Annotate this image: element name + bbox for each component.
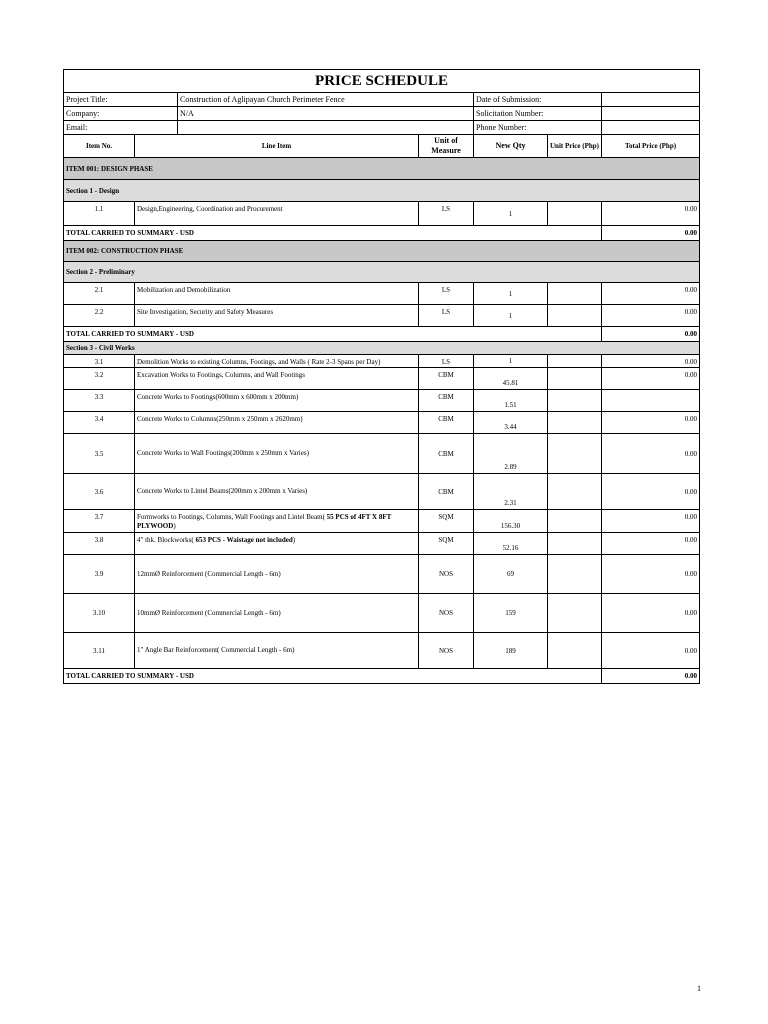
line-item-cell [135, 283, 419, 305]
line-item-cell [135, 533, 419, 555]
line-item-cell [135, 434, 419, 474]
item-no-cell: 3.7 [64, 510, 135, 533]
total-price-cell: 0.00 [602, 305, 700, 327]
total-price-cell: 0.00 [602, 412, 700, 434]
solicitation-number-value [602, 107, 700, 121]
line-item-bold-text: 55 PCS of 4FT X 8FT PLYWOOD [137, 513, 392, 530]
total-price-cell: 0.00 [602, 510, 700, 533]
item-no-cell: 3.4 [64, 412, 135, 434]
line-item-text: 1" Angle Bar Reinforcement( Commercial Length - 6m) [137, 646, 295, 654]
unit-price-cell [548, 390, 602, 412]
item-no-cell: 2.2 [64, 305, 135, 327]
line-item-text: Concrete Works to Wall Footings(200mm x 250mm x Varies) [137, 449, 309, 457]
line-item-text-end: ) [292, 536, 296, 544]
page-title: PRICE SCHEDULE [64, 70, 700, 93]
qty-cell: 2.31 [474, 474, 548, 510]
item-001-heading: ITEM 001: DESIGN PHASE [64, 158, 700, 180]
line-item-text: Concrete Works to Columns(250mm x 250mm x 2620mm) [137, 415, 303, 423]
line-item-text: 12mmØ Reinforcement (Commercial Length - 6m) [137, 569, 281, 578]
total-price-cell: 0.00 [602, 368, 700, 390]
line-item-text: Excavation Works to Footings, Columns, and Wall Footings [137, 371, 305, 379]
unit-cell: LS [419, 305, 474, 327]
item-no-cell: 3.9 [64, 555, 135, 594]
table-row [64, 533, 700, 555]
header-unit-price: Unit Price (Php) [548, 135, 602, 158]
unit-cell: NOS [419, 555, 474, 594]
unit-price-cell [548, 283, 602, 305]
line-item-cell [135, 555, 419, 594]
total-price-cell [602, 390, 700, 412]
item-no-cell: 3.8 [64, 533, 135, 555]
unit-price-cell [548, 474, 602, 510]
line-item-text: Demolition Works to existing Columns, Footings, and Walls ( Rate 2-3 Spans per Day) [137, 358, 381, 366]
table-row [64, 594, 700, 633]
table-row [64, 555, 700, 594]
total-1-label: TOTAL CARRIED TO SUMMARY - USD [64, 226, 602, 241]
item-no-cell: 3.2 [64, 368, 135, 390]
line-item-cell [135, 305, 419, 327]
total-2-label: TOTAL CARRIED TO SUMMARY - USD [64, 327, 602, 342]
item-no-cell: 3.1 [64, 355, 135, 368]
unit-cell: NOS [419, 594, 474, 633]
unit-price-cell [548, 434, 602, 474]
header-item-no: Item No. [64, 135, 135, 158]
total-price-cell: 0.00 [602, 555, 700, 594]
qty-cell: 45.81 [474, 368, 548, 390]
price-schedule-table [63, 69, 700, 684]
company-label: Company: [64, 107, 178, 121]
qty-cell: 189 [474, 633, 548, 669]
header-line-item: Line Item [135, 135, 419, 158]
date-of-submission-value [602, 93, 700, 107]
unit-price-cell [548, 594, 602, 633]
table-row [64, 434, 700, 474]
date-of-submission-label: Date of Submission: [474, 93, 602, 107]
unit-price-cell [548, 510, 602, 533]
item-no-cell: 1.1 [64, 202, 135, 226]
header-unit-of-measure: Unit of Measure [419, 135, 474, 158]
item-no-cell: 3.5 [64, 434, 135, 474]
item-no-cell: 3.11 [64, 633, 135, 669]
qty-cell: 2.89 [474, 434, 548, 474]
line-item-text: Concrete Works to Lintel Beams(200mm x 200mm x Varies) [137, 487, 308, 495]
unit-cell: CBM [419, 368, 474, 390]
item-no-cell: 3.3 [64, 390, 135, 412]
table-row [64, 202, 700, 226]
item-no-cell: 2.1 [64, 283, 135, 305]
table-row [64, 474, 700, 510]
section-1-rows [64, 202, 700, 226]
unit-cell: CBM [419, 412, 474, 434]
line-item-cell [135, 633, 419, 669]
unit-cell: CBM [419, 390, 474, 412]
qty-cell: 1 [474, 355, 548, 368]
total-price-cell: 0.00 [602, 283, 700, 305]
header-new-qty: New Qty [474, 135, 548, 158]
line-item-text: Mobilization and Demobilization [137, 286, 231, 294]
line-item-cell [135, 510, 419, 533]
total-price-cell: 0.00 [602, 474, 700, 510]
qty-cell: 1.51 [474, 390, 548, 412]
qty-cell: 52.16 [474, 533, 548, 555]
qty-cell: 159 [474, 594, 548, 633]
total-3-label: TOTAL CARRIED TO SUMMARY - USD [64, 669, 602, 684]
phone-number-label: Phone Number: [474, 121, 602, 135]
item-no-cell: 3.6 [64, 474, 135, 510]
line-item-cell [135, 390, 419, 412]
total-3-value: 0.00 [602, 669, 700, 684]
qty-cell: 1 [474, 202, 548, 226]
line-item-bold-text: 653 PCS - Waistage not included [193, 536, 293, 544]
unit-price-cell [548, 368, 602, 390]
total-price-cell: 0.00 [602, 594, 700, 633]
item-002-heading: ITEM 002: CONSTRUCTION PHASE [64, 241, 700, 262]
unit-price-cell [548, 412, 602, 434]
total-2-value: 0.00 [602, 327, 700, 342]
qty-cell: 3.44 [474, 412, 548, 434]
table-row [64, 355, 700, 368]
section-3-heading: Section 3 - Civil Works [64, 342, 700, 355]
section-2-heading: Section 2 - Preliminary [64, 262, 700, 283]
table-row [64, 412, 700, 434]
qty-cell: 69 [474, 555, 548, 594]
table-row [64, 390, 700, 412]
table-row [64, 283, 700, 305]
unit-price-cell [548, 533, 602, 555]
line-item-text: Design,Engineering, Coordination and Procurement [137, 205, 283, 213]
line-item-cell [135, 412, 419, 434]
total-price-cell: 0.00 [602, 355, 700, 368]
table-row [64, 368, 700, 390]
unit-price-cell [548, 202, 602, 226]
total-price-cell: 0.00 [602, 633, 700, 669]
unit-price-cell [548, 305, 602, 327]
section-3-rows [64, 355, 700, 669]
line-item-cell [135, 368, 419, 390]
line-item-text: 4" thk. Blockworks( [137, 536, 194, 544]
unit-price-cell [548, 355, 602, 368]
line-item-cell [135, 202, 419, 226]
table-row [64, 633, 700, 669]
qty-cell: 156.30 [474, 510, 548, 533]
project-title-label: Project Title: [64, 93, 178, 107]
line-item-text: Site Investigation, Security and Safety Measures [137, 308, 274, 316]
line-item-cell [135, 355, 419, 368]
solicitation-number-label: Solicitation Number: [474, 107, 602, 121]
table-row [64, 510, 700, 533]
company-value: N/A [178, 107, 474, 121]
total-price-cell: 0.00 [602, 434, 700, 474]
qty-cell: 1 [474, 305, 548, 327]
page-number: 1 [697, 984, 701, 993]
line-item-text: Concrete Works to Footings(600mm x 600mm x 200mm) [137, 393, 299, 401]
unit-cell: SQM [419, 510, 474, 533]
unit-cell: CBM [419, 434, 474, 474]
unit-cell: LS [419, 283, 474, 305]
line-item-text: 10mmØ Reinforcement (Commercial Length - 6m) [137, 608, 281, 617]
phone-number-value [602, 121, 700, 135]
line-item-text-end: ) [173, 522, 176, 530]
total-1-value: 0.00 [602, 226, 700, 241]
section-1-heading: Section 1 - Design [64, 180, 700, 202]
line-item-cell [135, 474, 419, 510]
line-item-text: Formworks to Footings, Columns, Wall Footings and Lintel Beam( [137, 513, 325, 521]
unit-price-cell [548, 555, 602, 594]
unit-cell: CBM [419, 474, 474, 510]
unit-cell: LS [419, 202, 474, 226]
qty-cell: 1 [474, 283, 548, 305]
unit-cell: SQM [419, 533, 474, 555]
table-row [64, 305, 700, 327]
item-no-cell: 3.10 [64, 594, 135, 633]
email-value [178, 121, 474, 135]
header-total-price: Total Price (Php) [602, 135, 700, 158]
project-title-value: Construction of Aglipayan Church Perimeter Fence [178, 93, 474, 107]
email-label: Email: [64, 121, 178, 135]
unit-price-cell [548, 633, 602, 669]
unit-cell: LS [419, 355, 474, 368]
line-item-cell [135, 594, 419, 633]
unit-cell: NOS [419, 633, 474, 669]
section-2-rows [64, 283, 700, 327]
total-price-cell: 0.00 [602, 202, 700, 226]
total-price-cell: 0.00 [602, 533, 700, 555]
